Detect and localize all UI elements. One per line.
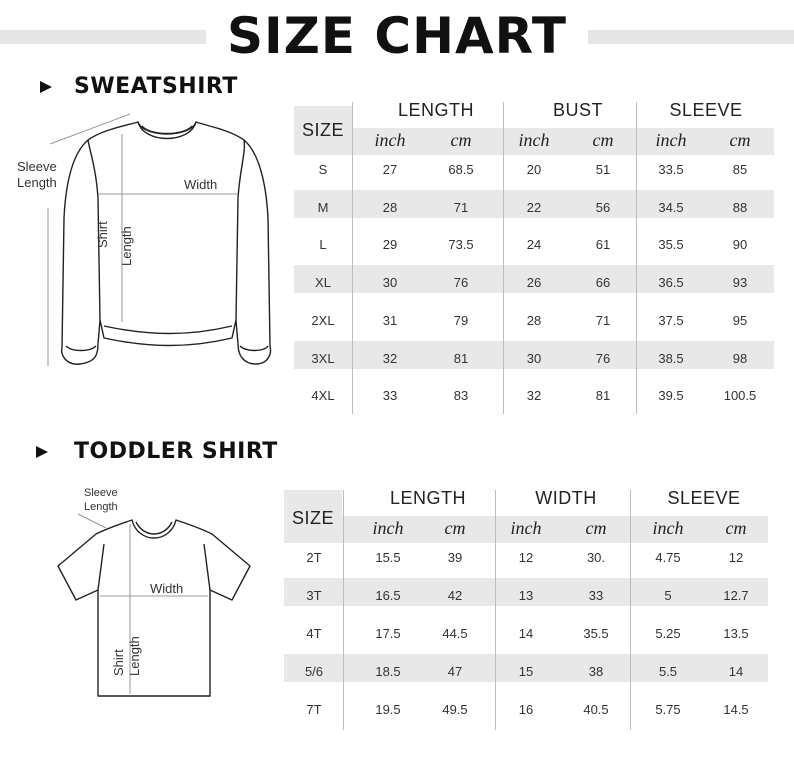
sweatshirt-value-cell: 30 (382, 275, 398, 291)
sweatshirt-value-cell: 31 (382, 312, 398, 328)
sweatshirt-heading: SWEATSHIRT (74, 74, 238, 99)
toddler-value-cell: 14 (728, 664, 744, 679)
toddler-value-cell: 42 (447, 588, 463, 603)
toddler-size-cell: 7T (306, 702, 322, 717)
sweatshirt-value-cell: 28 (382, 199, 398, 215)
toddler-sleeve-label-2: Length (84, 501, 118, 513)
sweatshirt-group-header: BUST (552, 100, 603, 120)
toddler-group-header: SLEEVE (667, 488, 741, 508)
sweatshirt-value-cell: 83 (453, 388, 469, 404)
sweatshirt-value-cell: 27 (382, 162, 398, 177)
page-title: SIZE CHART (226, 7, 568, 65)
sweatshirt-size-cell: L (319, 237, 327, 253)
sweatshirt-value-cell: 56 (595, 199, 611, 215)
sweatshirt-value-cell: 22 (526, 199, 542, 215)
toddler-group-header: LENGTH (389, 488, 466, 508)
sweatshirt-value-cell: 71 (595, 312, 611, 328)
sweatshirt-value-cell: 81 (453, 350, 469, 366)
toddler-size-cell: 5/6 (304, 664, 324, 679)
toddler-value-cell: 12 (728, 550, 744, 565)
toddler-value-cell: 14.5 (723, 702, 749, 717)
sweatshirt-unit-header: cm (450, 130, 472, 150)
toddler-value-cell: 18.5 (375, 664, 401, 679)
sweatshirt-value-cell: 93 (732, 275, 748, 291)
toddler-size-header: SIZE (291, 508, 334, 528)
toddler-value-cell: 19.5 (375, 702, 401, 717)
toddler-value-cell: 40.5 (583, 702, 609, 717)
sweatshirt-unit-header: cm (592, 130, 614, 150)
toddler-shirt-label: Shirt (111, 649, 126, 676)
toddler-unit-header: inch (372, 518, 404, 538)
toddler-value-cell: 13.5 (723, 626, 749, 641)
toddler-group-header: WIDTH (535, 488, 597, 508)
arrow-icon (36, 446, 48, 458)
sweatshirt-unit-header: inch (655, 130, 687, 150)
sweatshirt-value-cell: 90 (732, 237, 748, 253)
toddler-heading: TODDLER SHIRT (74, 439, 278, 464)
sweatshirt-value-cell: 76 (453, 275, 469, 291)
toddler-value-cell: 33 (588, 588, 604, 603)
toddler-value-cell: 30. (586, 550, 606, 565)
sweatshirt-value-cell: 26 (526, 275, 542, 291)
toddler-unit-header: inch (652, 518, 684, 538)
sweatshirt-value-cell: 66 (595, 275, 611, 291)
sweatshirt-shirt-label: Shirt (95, 221, 110, 248)
toddler-width-label: Width (150, 581, 184, 596)
sweatshirt-value-cell: 29 (382, 237, 398, 253)
sweatshirt-size-cell: 3XL (311, 350, 335, 366)
sweatshirt-value-cell: 33.5 (658, 162, 684, 177)
sweatshirt-size-cell: 4XL (311, 388, 335, 404)
sweatshirt-size-cell: 2XL (311, 312, 335, 328)
toddler-unit-header: cm (444, 518, 466, 538)
toddler-unit-header: inch (510, 518, 542, 538)
sweatshirt-value-cell: 79 (453, 312, 469, 328)
toddler-value-cell: 12.7 (723, 588, 749, 603)
sweatshirt-value-cell: 32 (526, 388, 542, 404)
sweatshirt-value-cell: 32 (382, 350, 398, 366)
sweatshirt-value-cell: 71 (453, 199, 469, 215)
sweatshirt-value-cell: 68.5 (448, 162, 474, 177)
sweatshirt-group-header: SLEEVE (669, 100, 743, 120)
sweatshirt-sleeve-label-1: Sleeve (17, 159, 57, 174)
arrow-icon (40, 81, 52, 93)
sweatshirt-divider-3 (636, 102, 637, 414)
sweatshirt-value-cell: 35.5 (658, 237, 684, 253)
sweatshirt-value-cell: 37.5 (658, 312, 684, 328)
toddler-size-cell: 3T (306, 588, 322, 603)
sweatshirt-value-cell: 33 (382, 388, 398, 404)
toddler-value-cell: 12 (518, 550, 534, 565)
toddler-value-cell: 5.25 (655, 626, 681, 641)
toddler-unit-header: cm (585, 518, 607, 538)
sweatshirt-value-cell: 98 (732, 350, 748, 366)
toddler-size-cell: 2T (306, 550, 322, 565)
sweatshirt-unit-header: inch (374, 130, 406, 150)
sweatshirt-unit-header: cm (729, 130, 751, 150)
toddler-value-cell: 16.5 (375, 588, 401, 603)
toddler-sleeve-label-1: Sleeve (84, 487, 118, 499)
toddler-value-cell: 5 (664, 588, 672, 603)
toddler-value-cell: 15.5 (375, 550, 401, 565)
sweatshirt-value-cell: 95 (732, 312, 748, 328)
sweatshirt-value-cell: 20 (526, 162, 542, 177)
sweatshirt-value-cell: 51 (595, 162, 611, 177)
sweatshirt-value-cell: 73.5 (448, 237, 474, 253)
toddler-value-cell: 35.5 (583, 626, 609, 641)
toddler-value-cell: 4.75 (655, 550, 681, 565)
sweatshirt-table (294, 96, 774, 420)
sweatshirt-value-cell: 76 (595, 350, 611, 366)
sweatshirt-group-header: LENGTH (397, 100, 474, 120)
toddler-value-cell: 17.5 (375, 626, 401, 641)
sweatshirt-value-cell: 39.5 (658, 388, 684, 404)
toddler-value-cell: 13 (518, 588, 534, 603)
toddler-unit-header: cm (725, 518, 747, 538)
toddler-value-cell: 38 (588, 664, 604, 679)
toddler-value-cell: 39 (447, 550, 463, 565)
sweatshirt-value-cell: 88 (732, 199, 748, 215)
toddler-value-cell: 14 (518, 626, 534, 641)
sweatshirt-sleeve-label-2: Length (17, 175, 57, 190)
toddler-divider-1 (343, 490, 344, 730)
toddler-value-cell: 16 (518, 702, 534, 717)
sweatshirt-value-cell: 81 (595, 388, 611, 404)
sweatshirt-size-cell: M (317, 199, 329, 215)
toddler-divider-3 (630, 490, 631, 730)
sweatshirt-size-cell: S (318, 162, 328, 177)
toddler-value-cell: 5.75 (655, 702, 681, 717)
sweatshirt-value-cell: 24 (526, 237, 542, 253)
toddler-value-cell: 15 (518, 664, 534, 679)
sweatshirt-value-cell: 61 (595, 237, 611, 253)
sweatshirt-value-cell: 100.5 (723, 388, 757, 404)
sweatshirt-width-label: Width (184, 177, 218, 192)
sweatshirt-divider-1 (352, 102, 353, 414)
sweatshirt-value-cell: 34.5 (658, 199, 684, 215)
sweatshirt-diagram (40, 108, 280, 378)
sweatshirt-size-cell: XL (315, 275, 331, 291)
toddler-length-label: Length (127, 636, 142, 676)
sweatshirt-value-cell: 28 (526, 312, 542, 328)
toddler-size-cell: 4T (306, 626, 322, 641)
toddler-table (284, 484, 768, 734)
sweatshirt-value-cell: 36.5 (658, 275, 684, 291)
sweatshirt-unit-header: inch (518, 130, 550, 150)
toddler-value-cell: 44.5 (442, 626, 468, 641)
sweatshirt-length-label: Length (119, 226, 134, 266)
toddler-value-cell: 49.5 (442, 702, 468, 717)
sweatshirt-value-cell: 38.5 (658, 350, 684, 366)
sweatshirt-value-cell: 30 (526, 350, 542, 366)
toddler-value-cell: 47 (447, 664, 463, 679)
sweatshirt-size-header: SIZE (301, 120, 344, 140)
sweatshirt-value-cell: 85 (732, 162, 748, 177)
toddler-value-cell: 5.5 (658, 664, 678, 679)
